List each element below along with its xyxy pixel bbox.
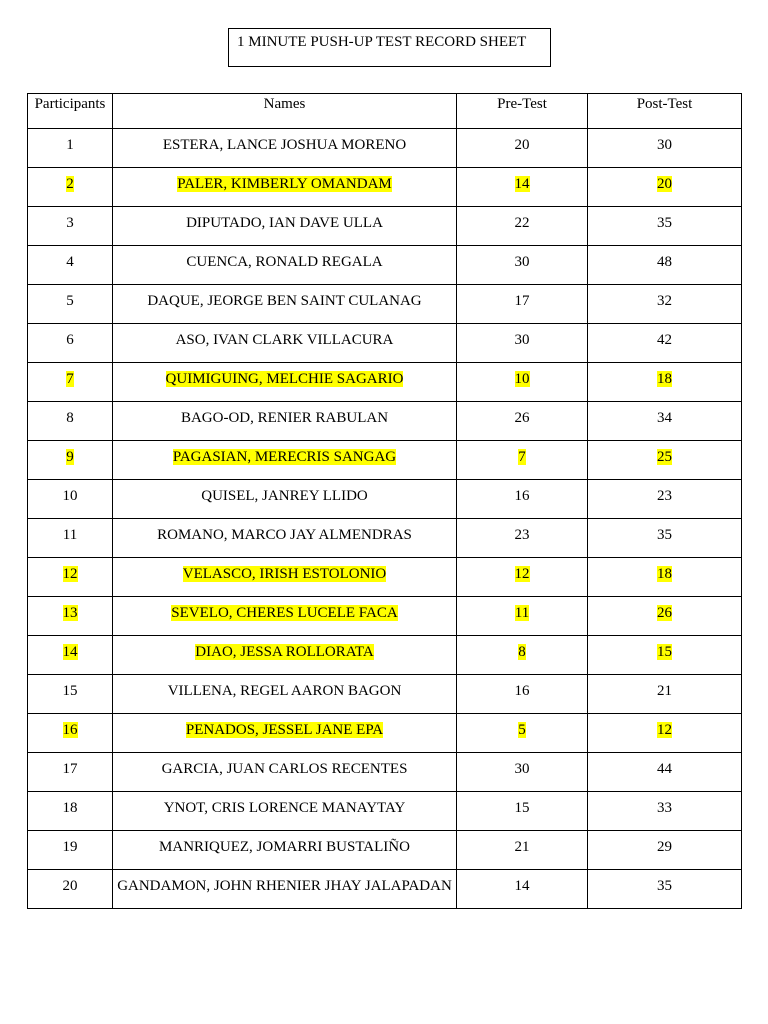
participant-name-text: BAGO-OD, RENIER RABULAN: [180, 410, 389, 426]
participant-number-cell: [28, 870, 113, 909]
participant-number-text: 18: [62, 800, 78, 816]
participant-name-text: VILLENA, REGEL AARON BAGON: [167, 683, 402, 699]
pre-test-text: 12: [514, 566, 530, 582]
participant-name-text: ESTERA, LANCE JOSHUA MORENO: [162, 137, 407, 153]
pre-test-cell: [457, 207, 588, 246]
post-test-text: 30: [657, 137, 672, 153]
participant-name-cell: [113, 324, 457, 363]
participant-name-text: GARCIA, JUAN CARLOS RECENTES: [161, 761, 408, 777]
pre-test-text: 16: [514, 488, 530, 504]
post-test-cell: [588, 441, 742, 480]
post-test-cell: [588, 207, 742, 246]
table-row: [28, 558, 742, 597]
participant-number-cell: [28, 675, 113, 714]
participant-number-cell: [28, 285, 113, 324]
pre-test-text: 14: [514, 878, 530, 894]
participant-number-cell: [28, 363, 113, 402]
participant-number-text: 15: [62, 683, 78, 699]
post-test-text: 33: [657, 800, 672, 816]
pre-test-text: 30: [514, 254, 530, 270]
table-row: [28, 129, 742, 168]
table-row: [28, 363, 742, 402]
pre-test-text: 15: [514, 800, 530, 816]
pre-test-cell: [457, 597, 588, 636]
table-row: [28, 168, 742, 207]
participant-name-text: DIAO, JESSA ROLLORATA: [195, 644, 374, 660]
pre-test-text: 8: [518, 644, 526, 660]
participant-name-cell: [113, 792, 457, 831]
pre-test-cell: [457, 792, 588, 831]
pre-test-text: 22: [514, 215, 530, 231]
post-test-cell: [588, 597, 742, 636]
post-test-cell: [588, 324, 742, 363]
participant-name-cell: [113, 402, 457, 441]
post-test-text: 29: [657, 839, 672, 855]
participant-name-text: DIPUTADO, IAN DAVE ULLA: [186, 215, 383, 231]
participant-name-cell: [113, 558, 457, 597]
participant-name-text: YNOT, CRIS LORENCE MANAYTAY: [163, 800, 406, 816]
participant-number-text: 10: [62, 488, 78, 504]
participant-name-text: CUENCA, RONALD REGALA: [186, 254, 383, 270]
participant-number-cell: [28, 714, 113, 753]
post-test-text: 18: [657, 371, 672, 387]
participant-name-text: ROMANO, MARCO JAY ALMENDRAS: [157, 527, 412, 543]
post-test-cell: [588, 519, 742, 558]
participant-number-cell: [28, 753, 113, 792]
participant-name-cell: [113, 597, 457, 636]
participant-number-text: 7: [66, 371, 74, 387]
post-test-cell: [588, 636, 742, 675]
post-test-cell: [588, 402, 742, 441]
post-test-cell: [588, 246, 742, 285]
table-row: [28, 441, 742, 480]
pre-test-text: 17: [514, 293, 530, 309]
table-row: [28, 636, 742, 675]
participant-name-cell: [113, 519, 457, 558]
post-test-text: 35: [657, 215, 672, 231]
participant-number-text: 4: [66, 254, 74, 270]
pre-test-cell: [457, 519, 588, 558]
table-row: [28, 246, 742, 285]
participant-number-cell: [28, 636, 113, 675]
post-test-text: 15: [657, 644, 672, 660]
pre-test-text: 11: [514, 605, 530, 621]
pre-test-cell: [457, 675, 588, 714]
participant-name-cell: [113, 753, 457, 792]
participant-number-text: 5: [66, 293, 74, 309]
participant-number-cell: [28, 129, 113, 168]
header-row: [28, 94, 742, 129]
pre-test-text: 16: [514, 683, 530, 699]
post-test-text: 32: [657, 293, 672, 309]
pre-test-cell: [457, 714, 588, 753]
table-row: [28, 870, 742, 909]
post-test-text: 25: [657, 449, 672, 465]
participant-number-text: 13: [62, 605, 78, 621]
pre-test-cell: [457, 285, 588, 324]
pre-test-cell: [457, 246, 588, 285]
table-row: [28, 597, 742, 636]
post-test-cell: [588, 285, 742, 324]
table-row: [28, 285, 742, 324]
participant-number-cell: [28, 558, 113, 597]
pre-test-cell: [457, 636, 588, 675]
names-header: Names: [113, 94, 457, 129]
pre-test-cell: [457, 831, 588, 870]
participant-number-text: 12: [62, 566, 78, 582]
pre-test-text: 7: [518, 449, 526, 465]
participant-name-cell: [113, 441, 457, 480]
post-test-text: 35: [657, 878, 672, 894]
pre-test-header: Pre-Test: [457, 94, 588, 129]
participant-name-cell: [113, 168, 457, 207]
participants-header: Participants: [28, 94, 113, 129]
participant-name-text: SEVELO, CHERES LUCELE FACA: [171, 605, 398, 621]
table-row: [28, 831, 742, 870]
pre-test-cell: [457, 441, 588, 480]
post-test-text: 18: [657, 566, 672, 582]
post-test-cell: [588, 480, 742, 519]
participant-name-cell: [113, 129, 457, 168]
participant-number-text: 6: [66, 332, 74, 348]
participant-name-text: PENADOS, JESSEL JANE EPA: [185, 722, 384, 738]
document-title: 1 MINUTE PUSH-UP TEST RECORD SHEET: [228, 28, 551, 67]
participant-number-cell: [28, 168, 113, 207]
participant-name-cell: [113, 714, 457, 753]
participant-number-text: 17: [62, 761, 78, 777]
table-row: [28, 207, 742, 246]
participant-name-cell: [113, 480, 457, 519]
table-row: [28, 519, 742, 558]
participant-number-cell: [28, 597, 113, 636]
participant-number-cell: [28, 441, 113, 480]
post-test-cell: [588, 363, 742, 402]
pre-test-text: 21: [514, 839, 530, 855]
table-row: [28, 792, 742, 831]
participant-number-cell: [28, 519, 113, 558]
participant-number-text: 11: [62, 527, 78, 543]
participant-name-cell: [113, 207, 457, 246]
participant-name-cell: [113, 831, 457, 870]
table-row: [28, 480, 742, 519]
participant-name-text: GANDAMON, JOHN RHENIER JHAY JALAPADAN: [117, 878, 452, 894]
participant-name-cell: [113, 285, 457, 324]
pre-test-text: 14: [514, 176, 530, 192]
push-up-record-table: [27, 93, 742, 909]
pre-test-cell: [457, 324, 588, 363]
pre-test-cell: [457, 480, 588, 519]
post-test-text: 48: [657, 254, 672, 270]
participant-number-text: 16: [62, 722, 78, 738]
participant-name-cell: [113, 870, 457, 909]
participant-name-cell: [113, 246, 457, 285]
pre-test-cell: [457, 129, 588, 168]
post-test-cell: [588, 870, 742, 909]
participant-name-text: VELASCO, IRISH ESTOLONIO: [182, 566, 387, 582]
participant-name-text: QUISEL, JANREY LLIDO: [201, 488, 368, 504]
post-test-text: 21: [657, 683, 672, 699]
post-test-text: 23: [657, 488, 672, 504]
post-test-text: 42: [657, 332, 672, 348]
participant-number-cell: [28, 402, 113, 441]
post-test-cell: [588, 129, 742, 168]
pre-test-cell: [457, 558, 588, 597]
pre-test-text: 23: [514, 527, 530, 543]
post-test-cell: [588, 792, 742, 831]
participant-name-text: MANRIQUEZ, JOMARRI BUSTALIÑO: [159, 839, 410, 855]
post-test-cell: [588, 831, 742, 870]
participant-name-text: PALER, KIMBERLY OMANDAM: [177, 176, 392, 192]
post-test-text: 12: [657, 722, 672, 738]
participant-number-text: 2: [66, 176, 74, 192]
participant-name-text: DAQUE, JEORGE BEN SAINT CULANAG: [147, 293, 422, 309]
participant-number-cell: [28, 792, 113, 831]
post-test-cell: [588, 753, 742, 792]
pre-test-cell: [457, 168, 588, 207]
post-test-text: 20: [657, 176, 672, 192]
post-test-text: 26: [657, 605, 672, 621]
post-test-cell: [588, 675, 742, 714]
participant-name-cell: [113, 363, 457, 402]
pre-test-cell: [457, 363, 588, 402]
table-row: [28, 675, 742, 714]
participant-name-text: PAGASIAN, MERECRIS SANGAG: [172, 449, 397, 465]
pre-test-cell: [457, 753, 588, 792]
post-test-text: 35: [657, 527, 672, 543]
participant-name-cell: [113, 636, 457, 675]
post-test-text: 44: [657, 761, 672, 777]
participant-number-text: 3: [66, 215, 74, 231]
participant-number-text: 19: [62, 839, 78, 855]
participant-number-text: 1: [66, 137, 74, 153]
pre-test-text: 30: [514, 332, 530, 348]
pre-test-cell: [457, 870, 588, 909]
participant-name-text: ASO, IVAN CLARK VILLACURA: [175, 332, 394, 348]
table-row: [28, 714, 742, 753]
pre-test-text: 10: [514, 371, 530, 387]
participant-number-cell: [28, 207, 113, 246]
pre-test-text: 26: [514, 410, 530, 426]
participant-number-text: 14: [62, 644, 78, 660]
participant-number-cell: [28, 324, 113, 363]
post-test-cell: [588, 714, 742, 753]
participant-number-text: 9: [66, 449, 74, 465]
participant-number-cell: [28, 831, 113, 870]
table-row: [28, 753, 742, 792]
participant-number-cell: [28, 246, 113, 285]
post-test-cell: [588, 558, 742, 597]
record-rows: [28, 129, 742, 909]
pre-test-cell: [457, 402, 588, 441]
table-row: [28, 324, 742, 363]
participant-number-text: 20: [62, 878, 78, 894]
pre-test-text: 5: [518, 722, 526, 738]
pre-test-text: 20: [514, 137, 530, 153]
participant-number-cell: [28, 480, 113, 519]
pre-test-text: 30: [514, 761, 530, 777]
participant-number-text: 8: [66, 410, 74, 426]
post-test-text: 34: [657, 410, 672, 426]
participant-name-cell: [113, 675, 457, 714]
post-test-header: Post-Test: [588, 94, 742, 129]
table-row: [28, 402, 742, 441]
participant-name-text: QUIMIGUING, MELCHIE SAGARIO: [165, 371, 404, 387]
post-test-cell: [588, 168, 742, 207]
